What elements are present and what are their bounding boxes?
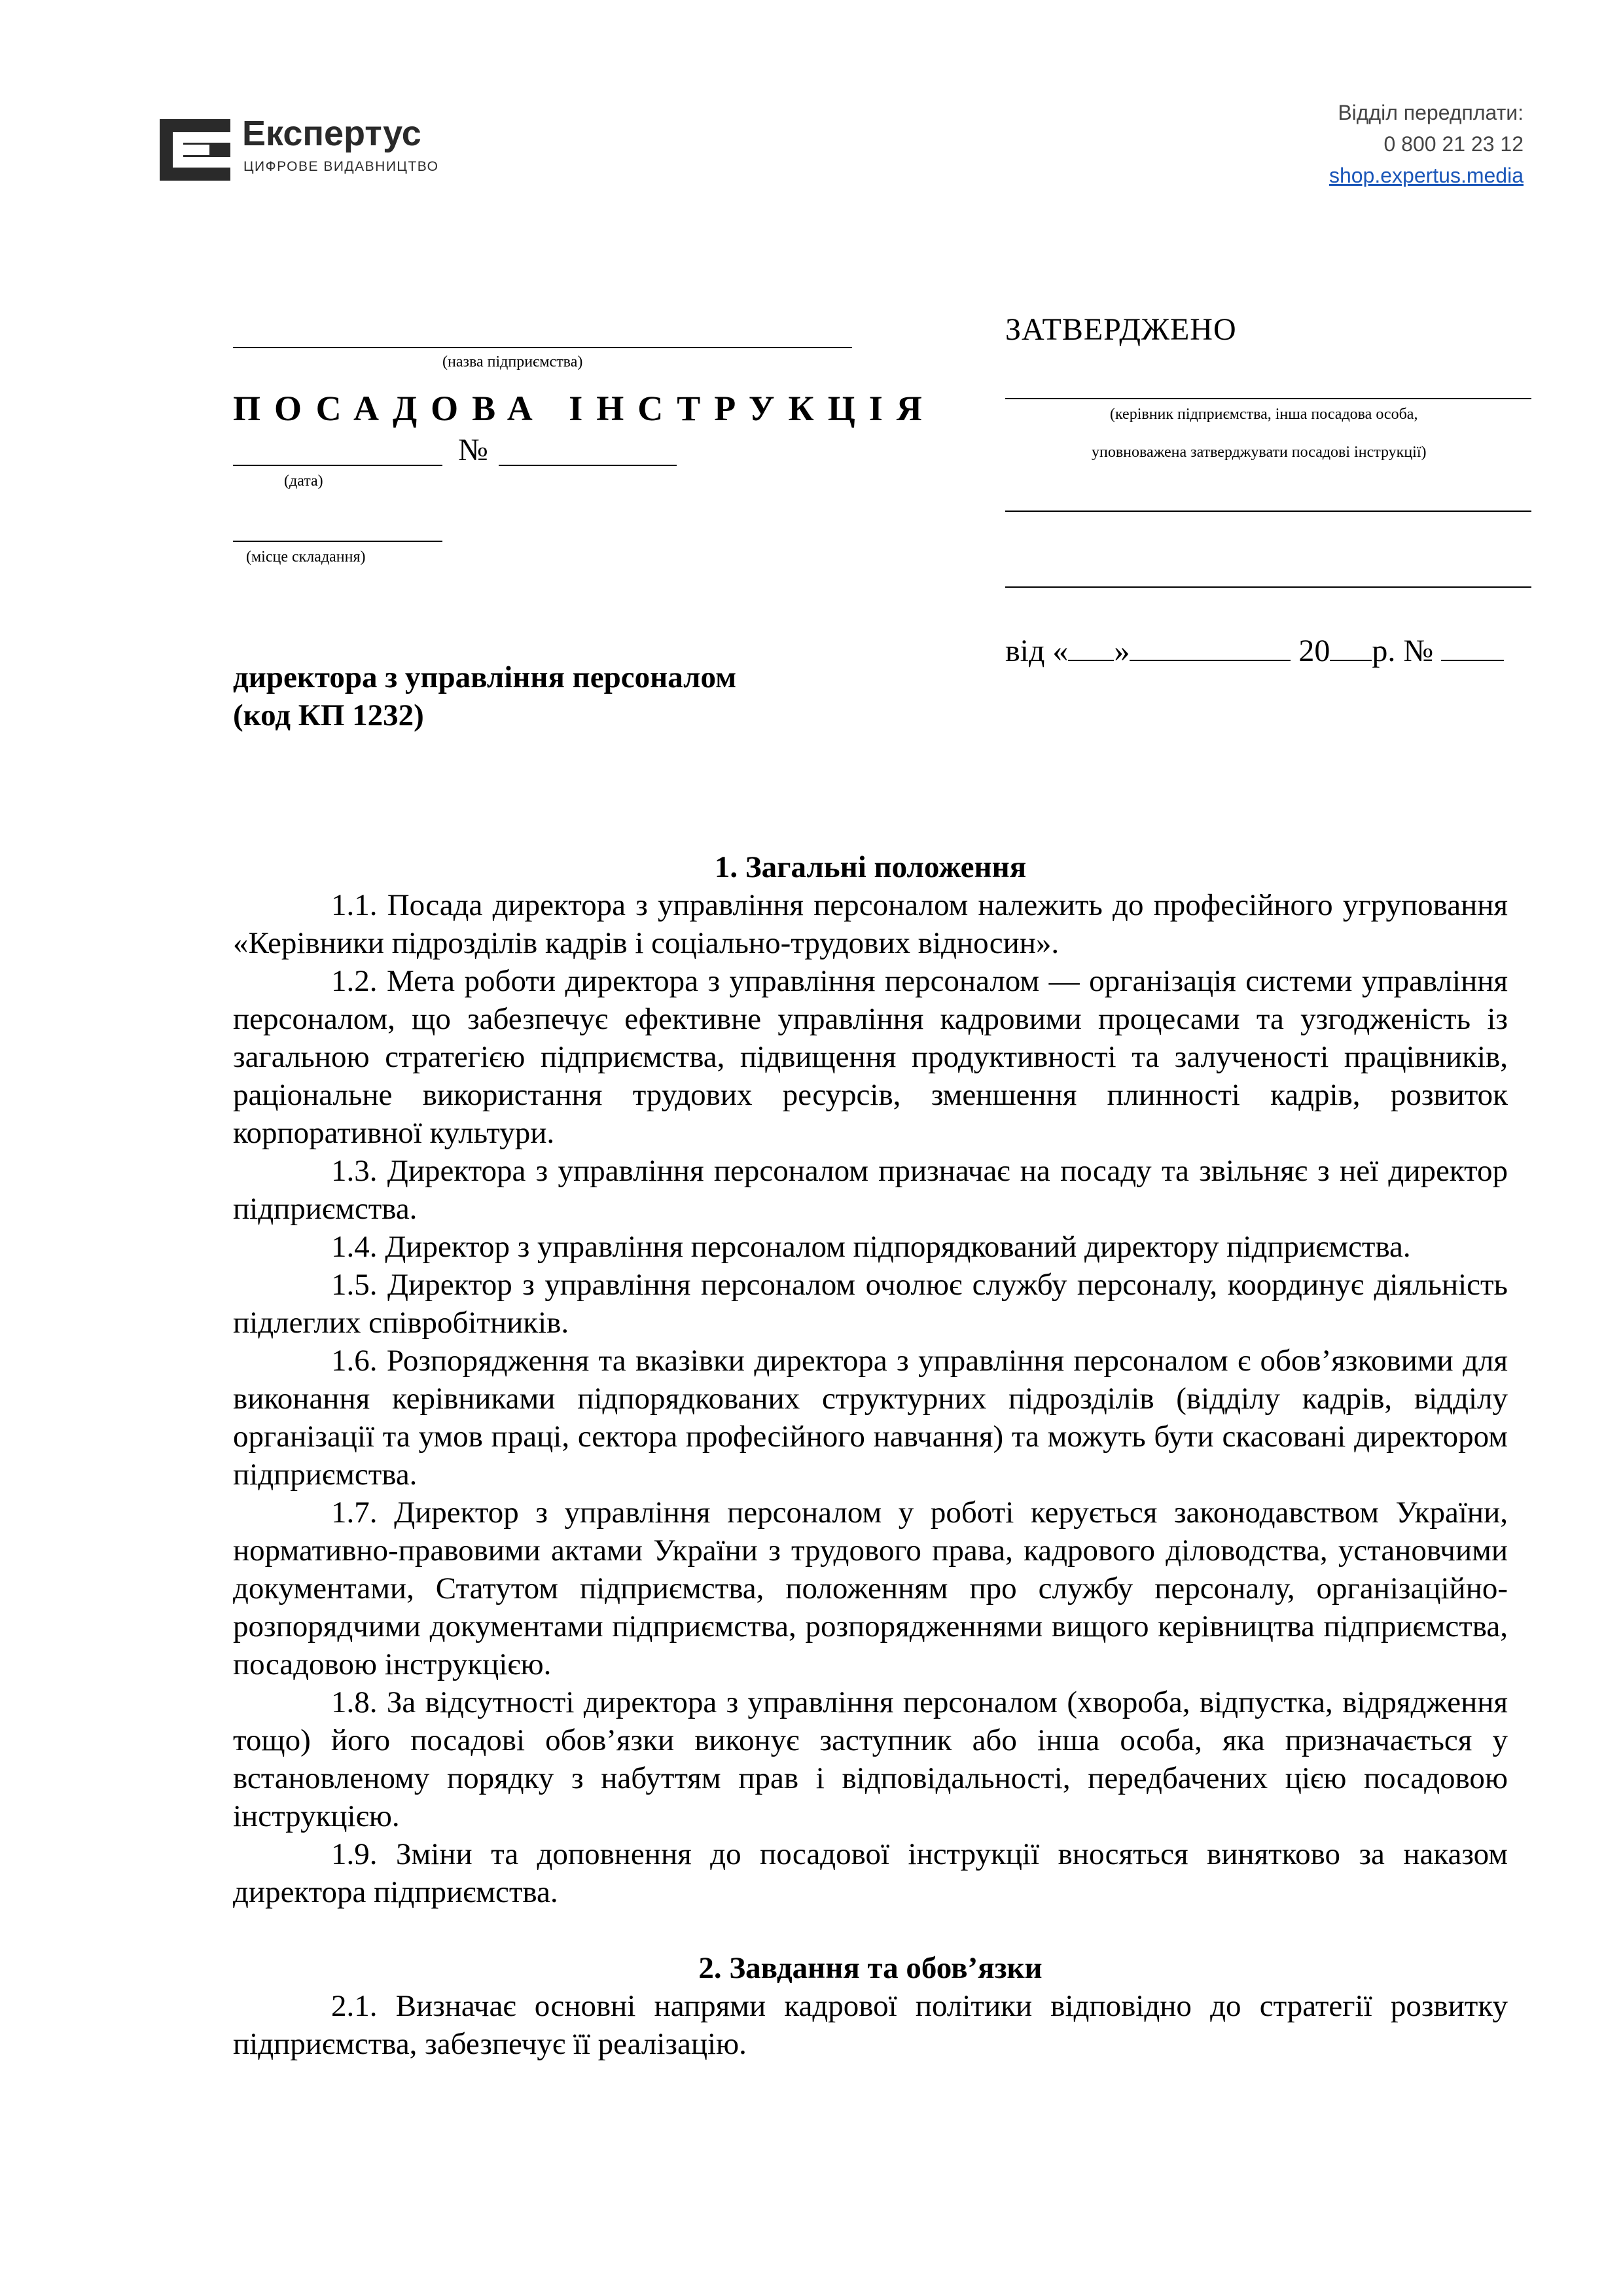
brand-tagline: ЦИФРОВЕ ВИДАВНИЦТВО [243, 159, 439, 174]
approval-date [1005, 631, 1504, 670]
approver-caption-1: (керівник підприємства, інша посадова особа, [1110, 406, 1418, 423]
document-body [233, 848, 1508, 2063]
approver-name-line [1005, 586, 1531, 588]
number-sign: № [458, 433, 488, 467]
number-line [499, 465, 677, 466]
paragraph: 1.9. Зміни та доповнення до посадової інструкції вносяться винятково за наказом директора підприємства. [233, 1837, 1508, 1909]
date-line [233, 465, 442, 466]
date-caption: (дата) [284, 473, 323, 490]
company-name-line [233, 347, 852, 348]
day-blank [1068, 631, 1114, 661]
approved-heading: ЗАТВЕРДЖЕНО [1005, 312, 1237, 347]
subscription-phone: 0 800 21 23 12 [1383, 132, 1524, 156]
paragraph: 1.6. Розпорядження та вказівки директора з управління персоналом є обов’язковими для виконання керівниками підпорядкованих структурних підрозділів (відділу кадрів, відділу організації та умов праці, сектора професійного навчання) та можуть бути скасовані директором підприємства. [233, 1344, 1508, 1492]
paragraph: 1.2. Мета роботи директора з управління персоналом — організація системи управління персоналом, що забезпечує ефективне управління кадровими процесами та узгодженість із загальною стратегією підприємства, підвищення продуктивності та залученості працівників, раціональне використання трудових ресурсів, зменшення плинності кадрів, розвиток корпоративної культури. [233, 964, 1508, 1150]
paragraph: 2.1. Визначає основні напрями кадрової політики відповідно до стратегії розвитку підприємства, забезпечує її реалізацію. [233, 1989, 1508, 2061]
paragraph: 1.4. Директор з управління персоналом підпорядкований директору підприємства. [331, 1230, 1411, 1264]
paragraph: 1.7. Директор з управління персоналом у роботі керується законодавством України, нормативно-правовими актами України з трудового права, кадрового діловодства, установчими документами, Статутом підприємства, положенням про службу персоналу, організаційно-розпорядчими документами підприємства, розпорядженнями вищого керівництва підприємства, посадовою інструкцією. [233, 1496, 1508, 1681]
paragraph: 1.5. Директор з управління персоналом очолює службу персоналу, координує діяльність підлеглих співробітників. [233, 1268, 1508, 1340]
expertus-logo-icon [160, 119, 230, 181]
approver-caption-2: уповноважена затверджувати посадові інструкції) [1092, 444, 1427, 461]
brand-name: Експертус [242, 114, 421, 153]
place-caption: (місце складання) [246, 548, 366, 565]
date-year-label: 20 [1298, 634, 1330, 668]
approval-number-blank [1441, 631, 1504, 661]
position-code: (код КП 1232) [233, 698, 424, 732]
position-title [233, 658, 736, 734]
position-name: директора з управління персоналом [233, 660, 737, 694]
subscription-label: Відділ передплати: [1338, 101, 1524, 124]
section-heading: 1. Загальні положення [714, 850, 1027, 884]
date-from-label: від « [1005, 634, 1069, 668]
approver-signature-line [1005, 511, 1531, 512]
subscription-link[interactable]: shop.expertus.media [1329, 164, 1524, 187]
date-suffix-label: р. № [1372, 634, 1434, 668]
place-line [233, 541, 442, 542]
year-blank [1330, 631, 1372, 661]
subscription-info [1329, 97, 1524, 191]
paragraph: 1.1. Посада директора з управління персоналом належить до професійного угруповання «Керівники підрозділів кадрів і соціально-трудових відносин». [233, 888, 1508, 960]
section-heading: 2. Завдання та обов’язки [698, 1951, 1043, 1985]
month-blank [1130, 631, 1291, 661]
company-caption: (назва підприємства) [442, 353, 583, 370]
approver-line [1005, 398, 1531, 399]
document-title: ПОСАДОВА ІНСТРУКЦІЯ [233, 389, 936, 428]
paragraph: 1.8. За відсутності директора з управління персоналом (хвороба, відпустка, відрядження тощо) його посадові обов’язки виконує заступник або інша особа, яка призначається у встановленому порядку з набуттям прав і відповідальності, передбачених цією посадовою інструкцією. [233, 1685, 1508, 1833]
paragraph: 1.3. Директора з управління персоналом призначає на посаду та звільняє з неї директор підприємства. [233, 1154, 1508, 1226]
date-mid-label: » [1114, 634, 1130, 668]
